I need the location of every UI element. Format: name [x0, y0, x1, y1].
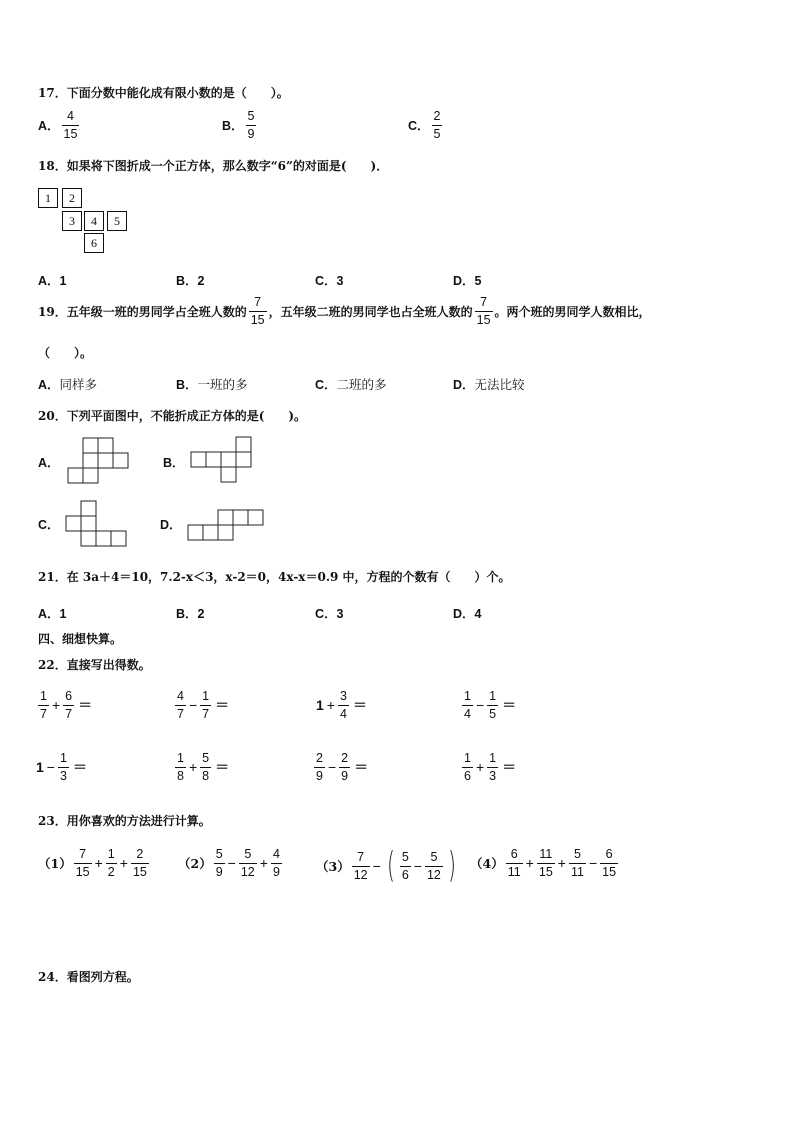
- section-heading: 四、细想快算。: [38, 632, 123, 646]
- question-22-stem: 22．直接写出得数。: [38, 658, 151, 672]
- fraction: $\frac{4}{15}$: [63, 109, 78, 141]
- item-label: （1）: [38, 856, 72, 871]
- question-21-stem: 21．在 3a＋4＝10，7.2-x＜3，x-2＝0，4x-x＝0.9 中，方程的个数有（ ）个。: [38, 570, 511, 584]
- question-23-stem: 23．用你喜欢的方法进行计算。: [38, 814, 211, 828]
- q21-option-b[interactable]: B．2: [176, 607, 205, 621]
- q20-net-a: [67, 437, 131, 485]
- q22-expr-7: $\frac{2}{9}$ − $\frac{2}{9}$ ＝: [316, 751, 369, 783]
- question-20-stem: 20．下列平面图中，不能折成正方体的是( )。: [38, 409, 307, 423]
- operator: +: [525, 855, 534, 871]
- q20-option-c[interactable]: C．: [38, 518, 60, 532]
- operator: +: [557, 855, 566, 871]
- fraction: $\frac{7}{15}$: [75, 847, 90, 879]
- q23-item-2: [178, 848, 282, 878]
- q20-net-d: [187, 509, 267, 543]
- q21-option-d[interactable]: D．4: [453, 607, 482, 621]
- q21-option-a[interactable]: A．1: [38, 607, 67, 621]
- operator: +: [119, 855, 128, 871]
- operator: −: [372, 858, 381, 874]
- parenthesis: (: [386, 845, 395, 886]
- q22-expr-3: 1 + $\frac{3}{4}$ ＝: [316, 689, 367, 721]
- q20-option-d[interactable]: D．: [160, 518, 182, 532]
- option-label: B．: [222, 119, 244, 133]
- q21-option-c[interactable]: C．3: [315, 607, 344, 621]
- net-cell-5: 5: [107, 211, 127, 231]
- item-label: （2）: [178, 856, 212, 871]
- q22-expr-8: $\frac{1}{6}$ + $\frac{1}{3}$ ＝: [464, 751, 517, 783]
- q20-option-a[interactable]: A．: [38, 456, 60, 470]
- fraction: $\frac{5}{6}$: [401, 850, 409, 882]
- q17-option-a[interactable]: [38, 110, 79, 140]
- operator: +: [94, 855, 103, 871]
- fraction: $\frac{6}{15}$: [602, 847, 617, 879]
- operator: −: [588, 855, 598, 871]
- question-19-stem-end: （ ）。: [38, 346, 93, 360]
- q18-option-c[interactable]: C．3: [315, 274, 344, 288]
- q20-option-b[interactable]: B．: [163, 456, 185, 470]
- q18-option-a[interactable]: A．1: [38, 274, 67, 288]
- parenthesis: ): [448, 845, 456, 886]
- cube-net-diagram: [38, 188, 138, 258]
- q19-option-b[interactable]: B．一班的多: [176, 377, 248, 392]
- fraction: $\frac{6}{11}$: [507, 847, 521, 879]
- fraction: $\frac{7}{15}$: [250, 295, 265, 327]
- fraction: $\frac{2}{5}$: [433, 109, 441, 141]
- q22-expr-4: $\frac{1}{4}$ − $\frac{1}{5}$ ＝: [464, 689, 517, 721]
- q23-item-3: [316, 845, 459, 886]
- fraction: $\frac{1}{2}$: [107, 847, 115, 879]
- fraction: $\frac{11}{15}$: [538, 847, 553, 879]
- fraction: $\frac{5}{12}$: [240, 847, 255, 879]
- question-17-stem: 17．下面分数中能化成有限小数的是（ ）。: [38, 86, 289, 100]
- operator: −: [413, 858, 422, 874]
- net-cell-6: 6: [84, 233, 104, 253]
- q22-expr-1: $\frac{1}{7}$ + $\frac{6}{7}$ ＝: [40, 689, 93, 721]
- q22-expr-2: $\frac{4}{7}$ − $\frac{1}{7}$ ＝: [177, 689, 230, 721]
- q19-option-c[interactable]: C．二班的多: [315, 377, 387, 392]
- fraction: $\frac{2}{15}$: [132, 847, 147, 879]
- operator: −: [227, 855, 236, 871]
- net-cell-3: 3: [62, 211, 82, 231]
- net-cell-1: 1: [38, 188, 58, 208]
- option-label: C．: [408, 119, 430, 133]
- fraction: $\frac{5}{11}$: [570, 847, 584, 879]
- q18-option-d[interactable]: D．5: [453, 274, 482, 288]
- q17-option-c[interactable]: [408, 110, 442, 140]
- q22-expr-5: 1 − $\frac{1}{3}$ ＝: [36, 751, 87, 783]
- question-24-stem: 24．看图列方程。: [38, 970, 139, 984]
- q23-item-4: [470, 848, 618, 878]
- fraction: $\frac{7}{15}$: [476, 295, 491, 327]
- fraction: $\frac{4}{9}$: [272, 847, 280, 879]
- net-cell-2: 2: [62, 188, 82, 208]
- q18-option-b[interactable]: B．2: [176, 274, 205, 288]
- item-label: （3）: [316, 859, 350, 874]
- fraction: $\frac{5}{12}$: [426, 850, 441, 882]
- operator: +: [259, 855, 268, 871]
- question-18-stem: 18．如果将下图折成一个正方体，那么数字“6”的对面是( )．: [38, 159, 389, 173]
- q19-option-a[interactable]: A．同样多: [38, 377, 98, 392]
- q17-option-b[interactable]: [222, 110, 256, 140]
- q20-net-c: [65, 500, 129, 548]
- option-label: A．: [38, 119, 60, 133]
- item-label: （4）: [470, 856, 504, 871]
- question-19-stem: 19．五年级一班的男同学占全班人数的 $\frac{7}{15}$ ，五年级二班的男同学也占全班人数的 $\frac{7}{15}$ 。两个班的男同学人数相比，: [38, 295, 651, 327]
- q20-net-b: [190, 436, 254, 484]
- fraction: $\frac{5}{9}$: [247, 109, 255, 141]
- net-cell-4: 4: [84, 211, 104, 231]
- fraction: $\frac{5}{9}$: [215, 847, 223, 879]
- q22-expr-6: $\frac{1}{8}$ + $\frac{5}{8}$ ＝: [177, 751, 230, 783]
- fraction: $\frac{7}{12}$: [353, 850, 368, 882]
- q19-option-d[interactable]: D．无法比较: [453, 377, 525, 392]
- q23-item-1: [38, 848, 149, 878]
